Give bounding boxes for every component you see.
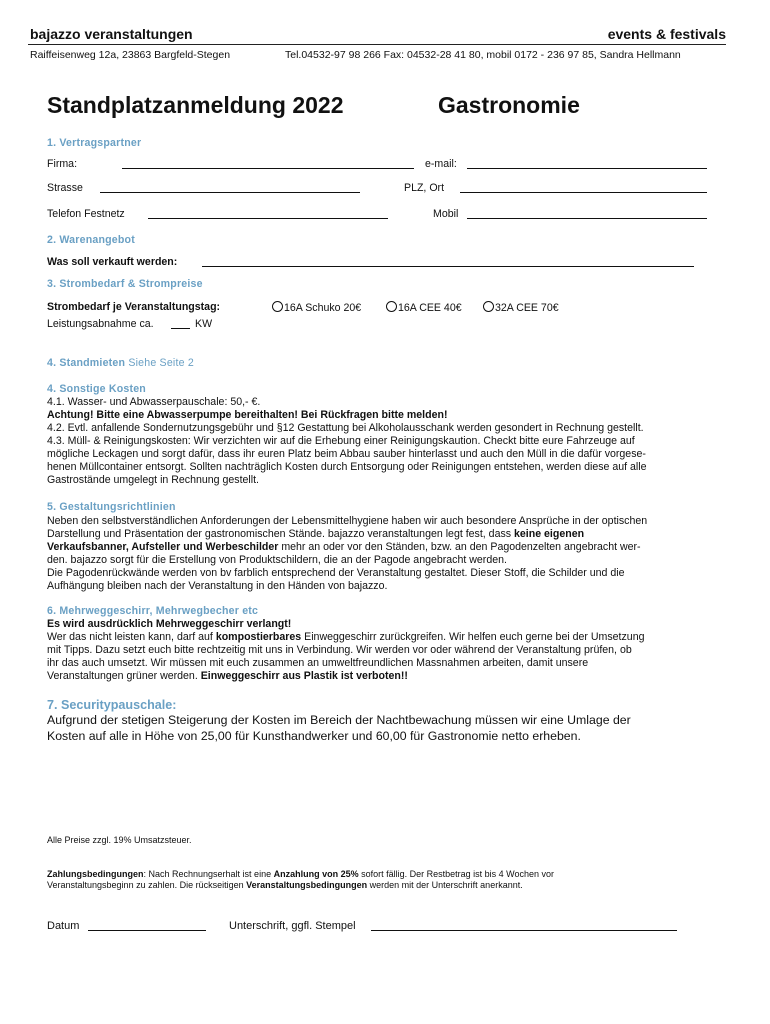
text-line [47, 541, 732, 554]
text-segment: mehr an oder vor den Ständen, bzw. an den Pagodenzelten angebracht wer- [278, 541, 641, 553]
text-line: Kosten auf alle in Höhe von 25,00 für Kunsthandwerker und 60,00 für Gastronomie netto erheben. [47, 729, 581, 743]
section-heading-mehrweggeschirr: 6. Mehrweggeschirr, Mehrwegbecher etc [47, 605, 259, 617]
radio-circle-icon[interactable] [483, 301, 494, 312]
text-segment: werden mit der Unterschrift anerkannt. [367, 880, 523, 890]
firma-field[interactable] [122, 159, 414, 169]
section-heading-sonstige-kosten: 4. Sonstige Kosten [47, 383, 146, 395]
strasse-field[interactable] [100, 183, 360, 193]
standmieten-heading: 4. Standmieten [47, 357, 126, 369]
email-field[interactable] [467, 159, 707, 169]
text-emphasis: keine eigenen [514, 528, 585, 540]
plz-label: PLZ, Ort [404, 182, 445, 194]
text-line: 4.1. Wasser- und Abwasserpauschale: 50,- €. [47, 396, 261, 408]
text-line [47, 528, 732, 541]
mobil-label: Mobil [433, 208, 459, 220]
text-line: Neben den selbstverständlichen Anforderungen der Lebensmittelhygiene haben wir auch besondere Ansprüche in der optischen [47, 515, 648, 527]
header-divider [28, 44, 726, 45]
firma-label: Firma: [47, 158, 78, 170]
brand-name: bajazzo veranstaltungen [30, 26, 193, 42]
datum-label: Datum [47, 920, 80, 932]
section-heading-gestaltungsrichtlinien: 5. Gestaltungsrichtlinien [47, 501, 176, 513]
text-segment: Veranstaltungen grüner werden. [47, 670, 201, 682]
leistung-unit: KW [195, 318, 213, 330]
section-heading-standmieten [47, 357, 732, 370]
warenangebot-label: Was soll verkauft werden: [47, 256, 178, 268]
section-heading-warenangebot: 2. Warenangebot [47, 234, 135, 246]
text-line: 4.3. Müll- & Reinigungskosten: Wir verzichten wir auf die Erhebung einer Reinigungskaution. Checkt bitte eure Fahrzeuge auf [47, 435, 635, 447]
mehrweg-requirement: Es wird ausdrücklich Mehrweggeschirr verlangt! [47, 618, 292, 630]
text-line: Die Pagodenrückwände werden von bv farblich entsprechend der Veranstaltung gestaltet. Dieser Stoff, die Schilder und die [47, 567, 625, 579]
payment-terms-line-1 [47, 869, 554, 881]
text-line: 4.2. Evtl. anfallende Sondernutzungsgebühr und §12 Gestattung bei Alkoholausschank werden gesondert in Rechnung gestellt. [47, 422, 644, 434]
text-emphasis: Veranstaltungsbedingungen [246, 880, 368, 890]
strom-option-label: 16A CEE 40€ [398, 302, 462, 314]
email-label: e-mail: [425, 158, 457, 170]
page-title: Standplatzanmeldung 2022 [47, 92, 344, 118]
text-segment: Einweggeschirr zurückgreifen. Wir helfen euch gerne bei der Umsetzung [301, 631, 645, 643]
strom-option-label: 32A CEE 70€ [495, 302, 559, 314]
strom-option-2[interactable] [386, 301, 462, 314]
standmieten-reference: Siehe Seite 2 [128, 357, 194, 369]
strasse-label: Strasse [47, 182, 83, 194]
payment-terms-line-2 [47, 880, 523, 892]
plz-field[interactable] [460, 183, 707, 193]
text-emphasis: Einweggeschirr aus Plastik ist verboten!! [200, 670, 408, 682]
warenangebot-field[interactable] [202, 257, 694, 267]
strombedarf-label: Strombedarf je Veranstaltungstag: [47, 301, 221, 313]
text-segment: Darstellung und Präsentation der gastronomischen Stände. bajazzo veranstaltungen legt fest, dass [47, 528, 514, 540]
text-line: ihr das auch umsetzt. Wir müssen mit euch zusammen an umweltfreundlichen Massnahmen arbeiten, damit unsere [47, 657, 589, 669]
strom-option-1[interactable] [272, 301, 361, 314]
text-segment: : Nach Rechnungserhalt ist eine [143, 869, 274, 879]
telefon-field[interactable] [148, 209, 388, 219]
leistung-field[interactable] [171, 319, 190, 329]
text-line [47, 670, 732, 683]
text-emphasis: kompostierbares [215, 631, 302, 643]
radio-circle-icon[interactable] [272, 301, 283, 312]
telefon-label: Telefon Festnetz [47, 208, 125, 220]
text-line [47, 631, 732, 644]
section-heading-vertragspartner: 1. Vertragspartner [47, 137, 142, 149]
radio-circle-icon[interactable] [386, 301, 397, 312]
company-address: Raiffeisenweg 12a, 23863 Bargfeld-Stegen [30, 49, 231, 61]
text-emphasis: Zahlungsbedingungen [47, 869, 144, 879]
text-line: henen Müllcontainer entsorgt. Sollten nachträglich Kosten durch Entsorgung oder Reinigungen entstehen, werden diese auf alle [47, 461, 647, 473]
text-segment: sofort fällig. Der Restbetrag ist bis 4 Wochen vor [358, 869, 555, 879]
text-line: den. bajazzo sorgt für die Erstellung von Produktschildern, die an der Pagode angebracht werden. [47, 554, 507, 566]
text-emphasis: Anzahlung von 25% [273, 869, 359, 879]
section-heading-securitypauschale: 7. Securitypauschale: [47, 698, 177, 712]
strom-option-label: 16A Schuko 20€ [284, 302, 362, 314]
company-contact: Tel.04532-97 98 266 Fax: 04532-28 41 80, mobil 0172 - 236 97 85, Sandra Hellmann [285, 49, 681, 61]
leistung-label: Leistungsabnahme ca. [47, 318, 154, 330]
text-segment: Wer das nicht leisten kann, darf auf [47, 631, 216, 643]
mobil-field[interactable] [467, 209, 707, 219]
page-category: Gastronomie [438, 92, 580, 118]
text-line: mögliche Leckagen und sorgt dafür, dass ihr euren Platz beim Abbau sauber hinterlasst und auch den Müll in die dafür vorgese- [47, 448, 646, 460]
text-line: Aufhängung bleiben nach der Veranstaltung in den Händen von bajazzo. [47, 580, 388, 592]
unterschrift-field[interactable] [371, 921, 677, 931]
text-line: mit Tipps. Dazu setzt euch bitte rechtzeitig mit uns in Verbindung. Wir werden vor oder während der Veranstaltung prüfen, ob [47, 644, 632, 656]
brand-tagline: events & festivals [607, 26, 726, 42]
strom-option-3[interactable] [483, 301, 559, 314]
warning-abwasserpumpe: Achtung! Bitte eine Abwasserpumpe bereithalten! Bei Rückfragen bitte melden! [47, 409, 448, 421]
text-line: Gastrostände umgelegt in Rechnung gestellt. [47, 474, 260, 486]
unterschrift-label: Unterschrift, ggfl. Stempel [229, 920, 356, 932]
text-line: Aufgrund der stetigen Steigerung der Kosten im Bereich der Nachtbewachung müssen wir eine Umlage der [47, 713, 631, 727]
text-emphasis: Verkaufsbanner, Aufsteller und Werbeschilder [47, 541, 279, 553]
section-heading-strombedarf: 3. Strombedarf & Strompreise [47, 278, 203, 290]
datum-field[interactable] [88, 921, 206, 931]
tax-note: Alle Preise zzgl. 19% Umsatzsteuer. [47, 835, 192, 845]
text-segment: Veranstaltungsbeginn zu zahlen. Die rückseitigen [47, 880, 247, 890]
